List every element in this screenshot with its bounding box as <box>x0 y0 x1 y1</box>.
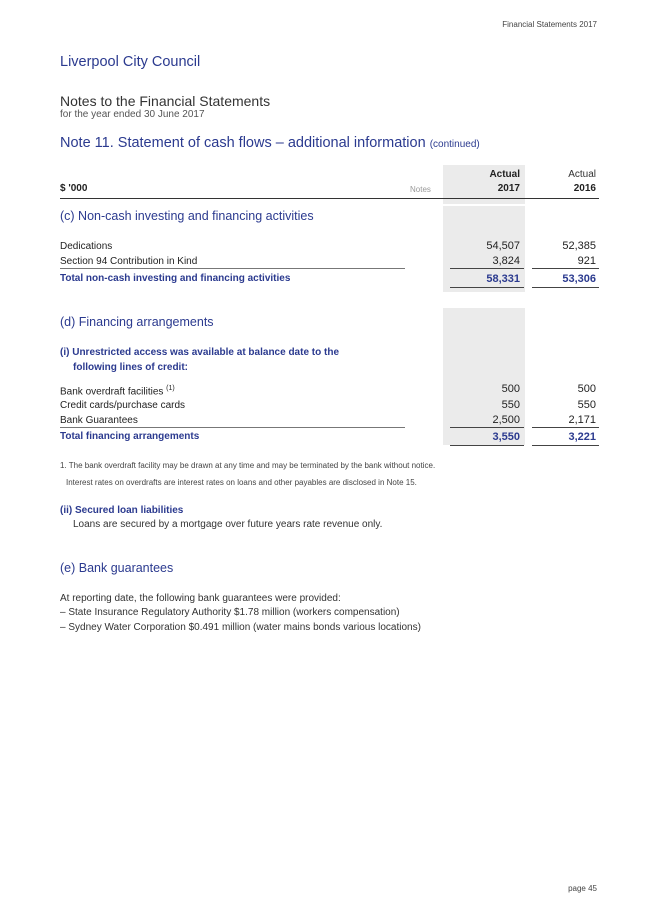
total-label: Total non-cash investing and financing activities <box>60 273 291 284</box>
note-title <box>60 135 480 151</box>
total-value-2017: 3,550 <box>492 431 520 443</box>
rule <box>532 427 599 428</box>
row-value-2017: 3,824 <box>492 255 520 267</box>
col-notes: Notes <box>410 185 431 194</box>
row-value-2017: 54,507 <box>486 240 520 252</box>
rule <box>450 445 524 446</box>
row-label-text: Bank overdraft facilities <box>60 386 164 398</box>
row-label <box>60 385 175 397</box>
col-unit: $ '000 <box>60 183 88 194</box>
col-actual-2017: Actual <box>489 169 520 180</box>
guarantee-item: – Sydney Water Corporation $0.491 million (water mains bonds various locations) <box>60 622 421 633</box>
col-year-2017: 2017 <box>497 183 520 194</box>
note-continued: (continued) <box>429 139 480 150</box>
rule <box>450 287 524 288</box>
col-actual-2016: Actual <box>568 169 596 180</box>
section-d-heading: (d) Financing arrangements <box>60 315 214 329</box>
header-rule <box>60 198 599 199</box>
org-name: Liverpool City Council <box>60 54 201 70</box>
total-value-2017: 58,331 <box>486 273 520 285</box>
note-title-text: Note 11. Statement of cash flows – additional information <box>60 135 426 151</box>
row-value-2017: 500 <box>501 383 520 395</box>
rule <box>532 287 599 288</box>
footnote-ref: (1) <box>166 385 175 392</box>
rule <box>450 268 524 269</box>
total-label: Total financing arrangements <box>60 431 200 442</box>
subheading-i-cont: following lines of credit: <box>73 362 188 373</box>
rule <box>532 445 599 446</box>
section-c-heading: (c) Non-cash investing and financing activities <box>60 209 314 223</box>
row-value-2017: 2,500 <box>492 414 520 426</box>
col-year-2016: 2016 <box>573 183 596 194</box>
subheading-ii: (ii) Secured loan liabilities <box>60 505 184 516</box>
row-value-2016: 2,171 <box>568 414 596 426</box>
row-label: Section 94 Contribution in Kind <box>60 256 198 267</box>
row-value-2016: 550 <box>577 399 596 411</box>
doc-title: Notes to the Financial Statements <box>60 93 271 109</box>
rule <box>532 268 599 269</box>
subheading-i: (i) Unrestricted access was available at balance date to the <box>60 347 340 358</box>
section-e-heading: (e) Bank guarantees <box>60 561 174 575</box>
row-value-2017: 550 <box>501 399 520 411</box>
row-value-2016: 52,385 <box>562 240 596 252</box>
row-value-2016: 921 <box>577 255 596 267</box>
row-value-2016: 500 <box>577 383 596 395</box>
total-value-2016: 53,306 <box>562 273 596 285</box>
secured-loan-text: Loans are secured by a mortgage over future years rate revenue only. <box>73 519 383 530</box>
row-label: Dedications <box>60 241 113 252</box>
row-label: Bank Guarantees <box>60 415 138 426</box>
running-header: Financial Statements 2017 <box>502 20 597 29</box>
rule <box>60 268 405 269</box>
rule <box>450 427 524 428</box>
doc-subtitle: for the year ended 30 June 2017 <box>60 109 205 120</box>
guarantee-item: – State Insurance Regulatory Authority $1.78 million (workers compensation) <box>60 607 400 618</box>
footnote-2: Interest rates on overdrafts are interest rates on loans and other payables are disclosed in Note 15. <box>66 478 417 487</box>
total-value-2016: 3,221 <box>568 431 596 443</box>
page-number: page 45 <box>568 884 597 893</box>
footnote-1: 1. The bank overdraft facility may be drawn at any time and may be terminated by the bank without notice. <box>60 461 436 470</box>
row-label: Credit cards/purchase cards <box>60 400 186 411</box>
guarantees-intro: At reporting date, the following bank guarantees were provided: <box>60 593 341 604</box>
rule <box>60 427 405 428</box>
